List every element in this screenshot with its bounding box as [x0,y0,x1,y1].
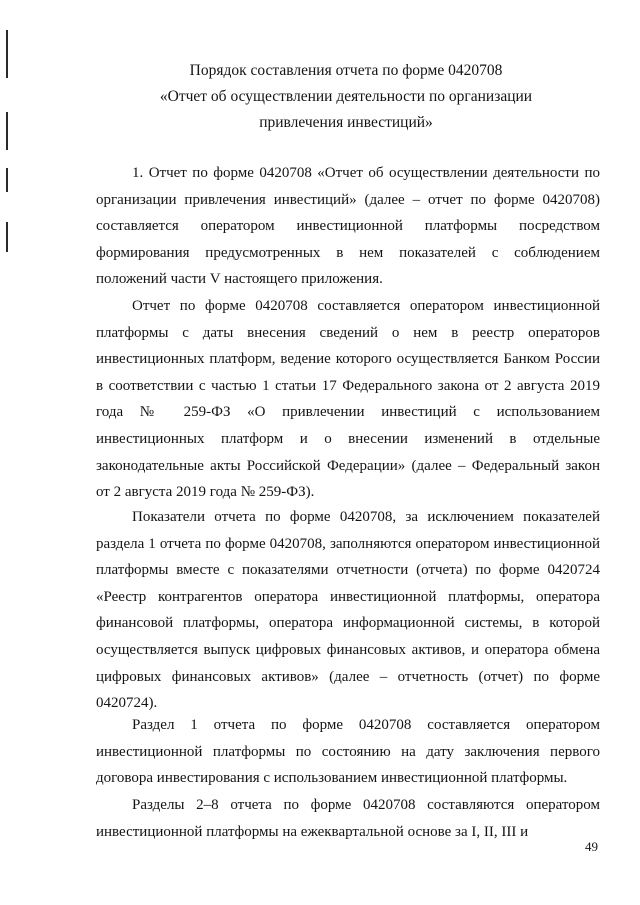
title-line-2: «Отчет об осуществлении деятельности по организации [159,88,533,105]
title-line-1: Порядок составления отчета по форме 0420708 [189,62,503,79]
paragraph-5: Разделы 2–8 отчета по форме 0420708 составляются оператором инвестиционной платформы на ежеквартальной основе за I, II, III и [96,797,600,840]
paragraph-3: Показатели отчета по форме 0420708, за исключением показателей раздела 1 отчета по форме 0420708, заполняются оператором инвестиционной платформы вместе с показателями отчетности (отчета) по форме 0420724 «Реестр контрагентов оператора инвестиционной платформы, оператора финансовой платформы, оператора информационной системы, в которой осуществляется выпуск цифровых финансовых активов, и оператора обмена цифровых финансовых активов» (далее – отчетность (отчет) по форме 0420724). [96,509,600,712]
scan-edge-mark [6,222,8,252]
paragraph-4: Раздел 1 отчета по форме 0420708 составляется оператором инвестиционной платформы по состоянию на дату заключения первого договора инвестирования с использованием инвестиционной платформы. [96,717,600,787]
page-number: 49 [585,839,598,854]
title-line-3: привлечения инвестиций» [259,114,433,131]
paragraph-2: Отчет по форме 0420708 составляется оператором инвестиционной платформы с даты внесения сведений о нем в реестр операторов инвестиционных платформ, ведение которого осуществляется Банком России в соответствии с частью 1 статьи 17 Федерального закона от 2 августа 2019 года № 259-ФЗ «О привлечении инвестиций с использованием инвестиционных платформ и о внесении изменений в отдельные законодательные акты Российской Федерации» (далее – Федеральный закон от 2 августа 2019 года № 259-ФЗ). [96,298,600,501]
scan-edge-mark [6,112,8,150]
document-title [96,58,596,136]
paragraph-1: 1. Отчет по форме 0420708 «Отчет об осуществлении деятельности по организации привлечения инвестиций» (далее – отчет по форме 0420708) составляется оператором инвестиционной платформы посредством формирования предусмотренных в нем показателей с соблюдением положений части V настоящего приложения. [96,165,600,288]
scan-edge-mark [6,168,8,192]
scan-edge-mark [6,30,8,78]
